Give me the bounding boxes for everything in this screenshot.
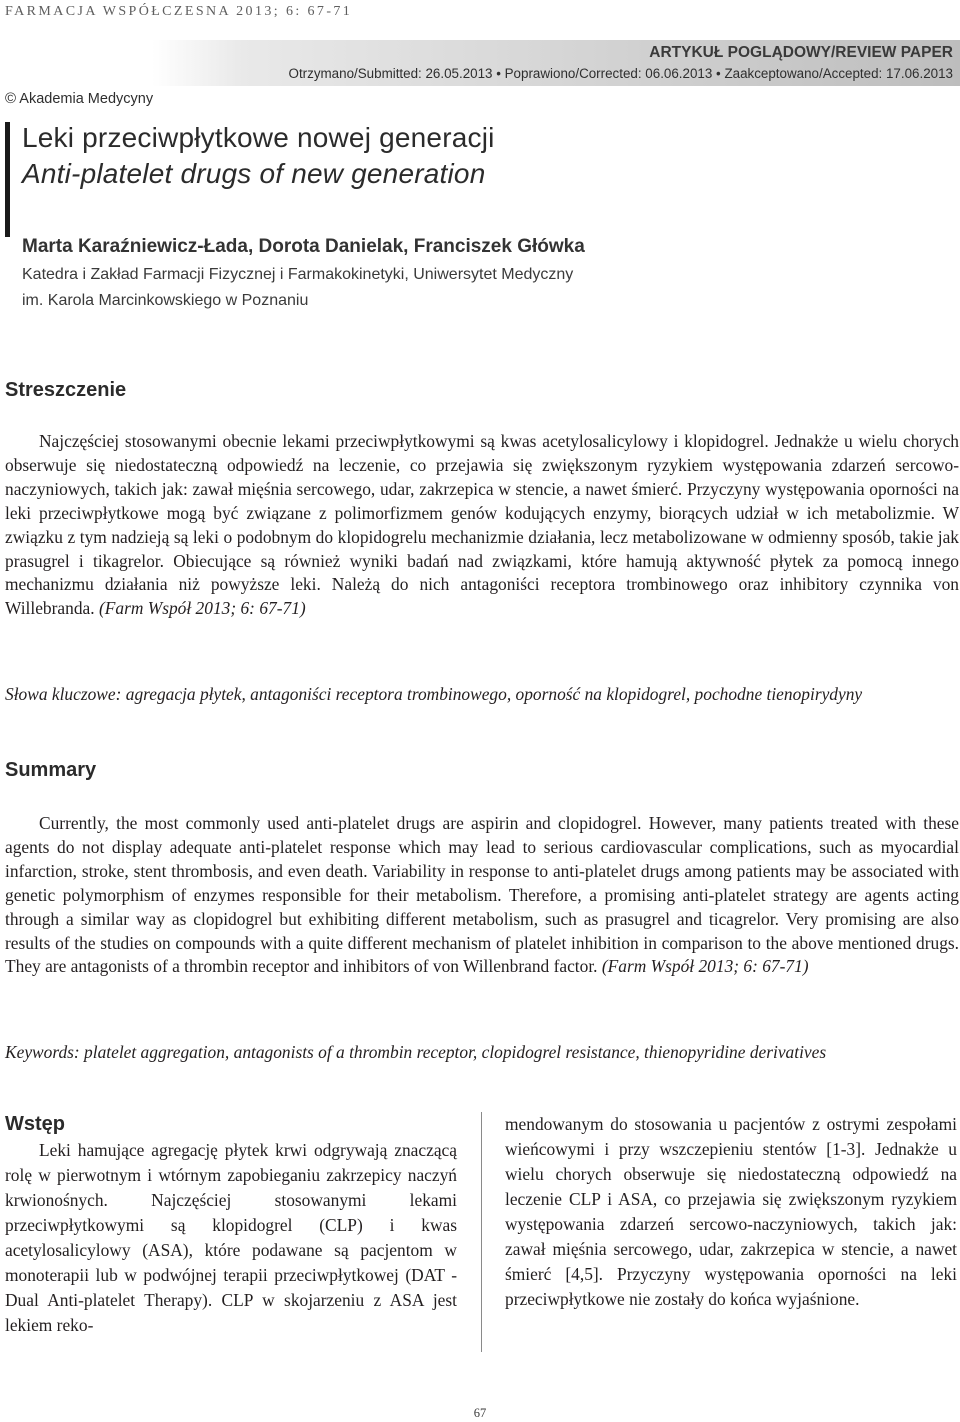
title-polish: Leki przeciwpłytkowe nowej generacji <box>22 122 495 153</box>
title-accent-bar <box>5 122 10 237</box>
submission-dates: Otrzymano/Submitted: 26.05.2013 • Poprawiono/Corrected: 06.06.2013 • Zaakceptowano/Accepted: 17.06.2013 <box>288 66 953 81</box>
abstract-polish-citation: (Farm Współ 2013; 6: 67-71) <box>98 598 306 619</box>
abstract-english-body: Currently, the most commonly used anti-platelet drugs are aspirin and clopidogrel. However, many patients treated with these agents do not display adequate anti-platelet response which may lead to serious cardiovascular complications, such as myocardial infarction, stroke, stent thrombosis, and even death. Variability in response to anti-platelet drugs among patients may be associated with genetic polymorphism of enzymes responsible for their metabolism. Therefore, a promising anti-platelet strategy are agents acting through a similar way as clopidogrel but exhibiting different metabolism, such as prasugrel and ticagrelor. Very promising are also results of the studies on compounds with a quite different mechanism of platelet inhibition in comparison to the above mentioned drugs. They are antagonists of a thrombin receptor and inhibitors of von Willenbrand factor. <box>5 813 959 977</box>
affiliation-line-1: Katedra i Zakład Farmacji Fizycznej i Farmakokinetyki, Uniwersytet Medyczny <box>22 266 574 283</box>
authors: Marta Karaźniewicz-Łada, Dorota Danielak, Franciszek Główka <box>22 236 585 257</box>
intro-left-column: Leki hamujące agregację płytek krwi odgrywają znaczącą rolę w pierwotnym i wtórnym zapobieganiu zakrzepicy naczyń krwionośnych. Najczęściej stosowanymi lekami przeciwpłytkowymi są klopidogrel (CLP) i kwas acetylosalicylowy (ASA), które podawane są pacjentom w monoterapii lub w podwójnej terapii przeciwpłytkowej (DAT - Dual Anti-platelet Therapy). CLP w skojarzeniu z ASA jest lekiem reko- <box>5 1140 457 1335</box>
column-divider <box>481 1112 482 1352</box>
article-type: ARTYKUŁ POGLĄDOWY/REVIEW PAPER <box>649 44 953 61</box>
keywords-polish: Słowa kluczowe: agregacja płytek, antagoniści receptora trombinowego, oporność na klopidogrel, pochodne tienopirydyny <box>5 684 863 704</box>
heading-summary: Summary <box>5 759 97 781</box>
page-number: 67 <box>473 1406 487 1420</box>
abstract-polish-body: Najczęściej stosowanymi obecnie lekami przeciwpłytkowymi są kwas acetylosalicylowy i klopidogrel. Jednakże u wielu chorych obserwuje się niedostateczną odpowiedź na leczenie, co przejawia się zwiększonym ryzykiem występowania zdarzeń sercowo-naczyniowych, takich jak: zawał mięśnia sercowego, udar, zakrzepica w stencie, a nawet śmierć. Przyczyny występowania oporności na leki przeciwpłytkowe mogą być związane z polimorfizmem genów kodujących enzymy, biorących udział w ich metabolizmie. W związku z tym nadzieją są leki o podobnym do klopidogrelu mechanizmie działania, lecz metabolizowane w odmienny sposób, takie jak prasugrel i tikagrelor. Obiecujące są również wyniki badań nad związkami, które hamują aktywność płytek za pomocą innego mechanizmu działania niż powyższe leki. Należą do nich antagoniści receptora trombinowego oraz inhibitory czynnika von Willebranda. <box>5 431 959 619</box>
keywords-english: Keywords: platelet aggregation, antagonists of a thrombin receptor, clopidogrel resistance, thienopyridine derivatives <box>5 1042 827 1062</box>
abstract-english-citation: (Farm Współ 2013; 6: 67-71) <box>601 956 809 977</box>
heading-streszczenie: Streszczenie <box>5 379 127 401</box>
title-english: Anti-platelet drugs of new generation <box>22 158 486 189</box>
journal-title: FARMACJA WSPÓŁCZESNA 2013; 6: 67-71 <box>5 4 353 19</box>
affiliation-line-2: im. Karola Marcinkowskiego w Poznaniu <box>22 292 309 309</box>
heading-wstep: Wstęp <box>5 1113 65 1135</box>
abstract-polish <box>5 430 959 621</box>
copyright-line <box>5 90 153 107</box>
copyright-icon: © <box>5 90 17 107</box>
intro-right-column: mendowanym do stosowania u pacjentów z ostrymi zespołami wieńcowymi i przy wszczepieniu stentów [1-3]. Jednakże u wielu chorych obserwuje się niedostateczną odpowiedź na leczenie CLP i ASA, co przejawia się zwiększonym ryzykiem występowania zdarzeń sercowo-naczyniowych, takich jak: zawał mięśnia sercowego, udar, zakrzepica w stencie, a nawet śmierć [4,5]. Przyczyny występowania oporności na leki przeciwpłytkowe nie zostały do końca wyjaśnione. <box>505 1114 957 1309</box>
abstract-english <box>5 812 959 979</box>
copyright-holder: Akademia Medycyny <box>19 91 154 107</box>
